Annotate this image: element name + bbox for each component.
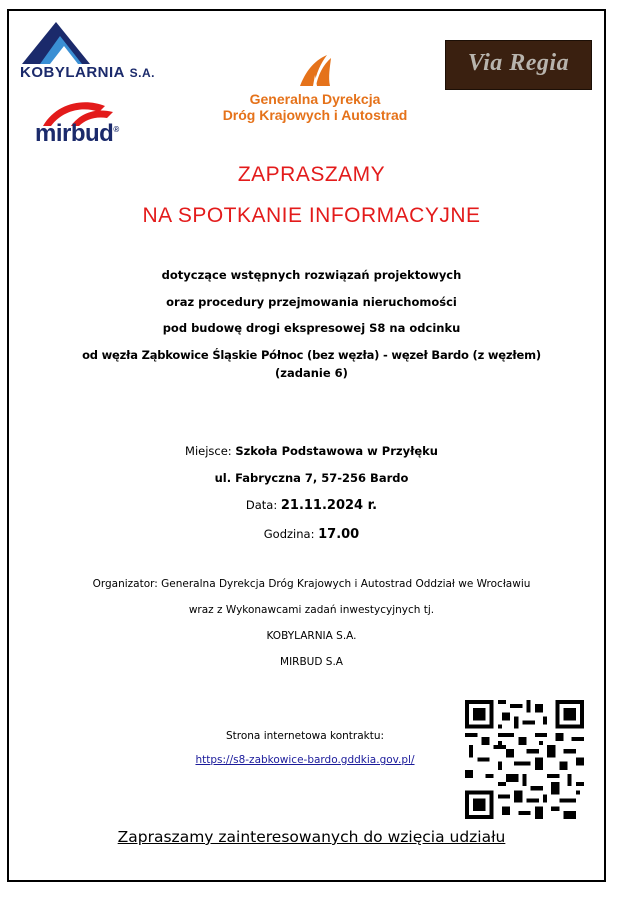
description-line-2: oraz procedury przejmowania nieruchomości xyxy=(166,295,457,309)
description-line-3: pod budowę drogi ekspresowej S8 na odcinku xyxy=(162,321,461,335)
time-label: Godzina: xyxy=(263,527,315,541)
organizer-line-1: Organizator: Generalna Dyrekcja Dróg Krajowych i Autostrad Oddział we Wrocławiu xyxy=(92,578,531,590)
date-label: Data: xyxy=(245,498,278,512)
date-value: 21.11.2024 r. xyxy=(280,498,378,513)
heading-line-1: ZAPRASZAMY xyxy=(237,163,386,186)
gddkia-name: Generalna Dyrekcja Dróg Krajowych i Autostrad xyxy=(222,91,408,123)
kobylarnia-logo xyxy=(20,20,180,90)
time-value: 17.00 xyxy=(318,527,360,542)
website-link[interactable]: https://s8-zabkowice-bardo.gddkia.gov.pl/ xyxy=(195,754,415,766)
mirbud-logo xyxy=(35,98,145,150)
kobylarnia-wordmark: KOBYLARNIA S.A. xyxy=(20,64,156,81)
heading-line-2: NA SPOTKANIE INFORMACYJNE xyxy=(142,204,481,227)
address-row xyxy=(0,471,623,485)
date-row xyxy=(0,498,623,513)
organizer-line-3: KOBYLARNIA S.A. xyxy=(266,630,357,642)
description-line-5: (zadanie 6) xyxy=(275,366,348,380)
address-value: ul. Fabryczna 7, 57-256 Bardo xyxy=(214,471,409,485)
time-row xyxy=(0,527,623,542)
place-label: Miejsce: xyxy=(185,444,232,458)
description-line-1: dotyczące wstępnych rozwiązań projektowych xyxy=(161,268,462,282)
kobylarnia-mountain-icon xyxy=(20,20,100,66)
website-label: Strona internetowa kontraktu: xyxy=(225,730,385,742)
description-line-4: od węzła Ząbkowice Śląskie Północ (bez węzła) - węzeł Bardo (z węzłem) xyxy=(82,348,541,362)
gddkia-logo xyxy=(205,50,425,130)
footer-invitation: Zapraszamy zainteresowanych do wzięcia udziału xyxy=(117,828,506,846)
place-row xyxy=(0,444,623,458)
via-regia-logo: Via Regia xyxy=(445,40,592,90)
mirbud-wordmark: mirbud® xyxy=(35,120,119,147)
qr-code-icon xyxy=(465,700,584,819)
organizer-line-2: wraz z Wykonawcami zadań inwestycyjnych tj. xyxy=(188,604,435,616)
place-value: Szkoła Podstawowa w Przyłęku xyxy=(235,444,438,458)
gddkia-road-icon xyxy=(297,53,333,87)
organizer-line-4: MIRBUD S.A xyxy=(280,656,343,668)
